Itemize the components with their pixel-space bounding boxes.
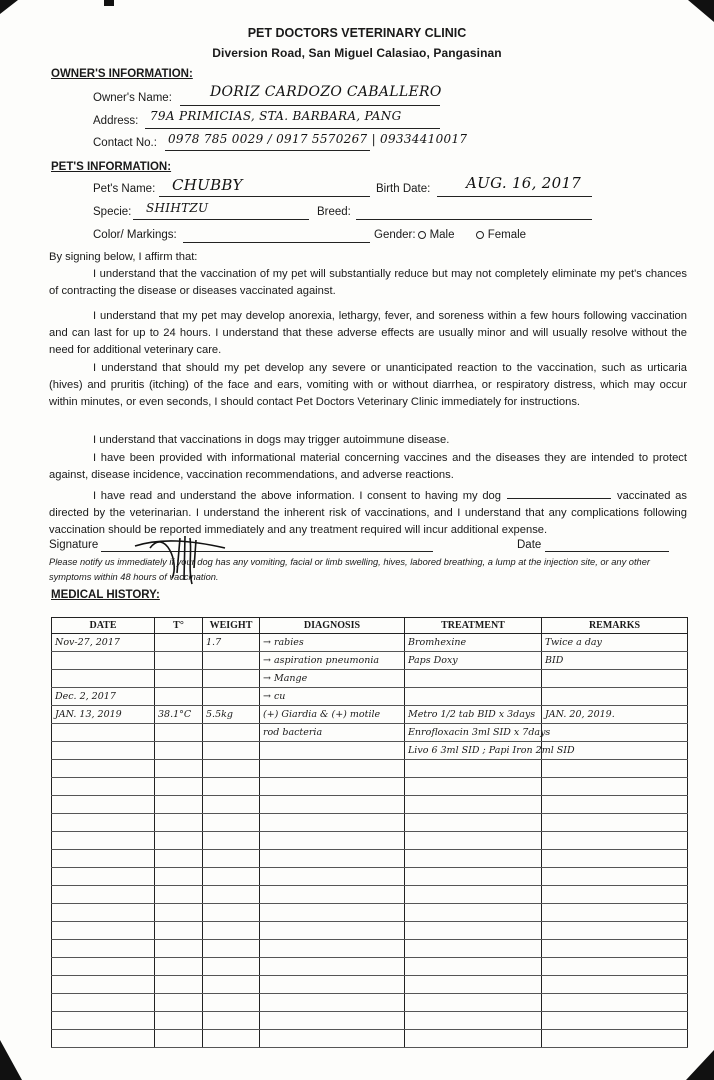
cell-remarks[interactable]: BID — [542, 652, 688, 670]
cell-treatment[interactable] — [405, 760, 542, 778]
cell-remarks[interactable] — [542, 886, 688, 904]
cell-temp[interactable] — [155, 688, 203, 706]
cell-treatment[interactable] — [405, 796, 542, 814]
contact-label: Contact No.: — [93, 137, 157, 149]
cell-temp[interactable] — [155, 670, 203, 688]
cell-diagnosis[interactable] — [260, 850, 405, 868]
contact-value[interactable]: 0978 785 0029 / 0917 5570267 | 09334410017 — [168, 132, 468, 146]
cell-diagnosis[interactable] — [260, 1030, 405, 1048]
pet-name-line — [159, 196, 370, 197]
column-header-temp: T° — [155, 618, 203, 634]
cell-diagnosis[interactable] — [260, 1012, 405, 1030]
cell-temp[interactable] — [155, 940, 203, 958]
scan-artifact — [686, 1050, 714, 1080]
column-header-date: DATE — [52, 618, 155, 634]
cell-diagnosis[interactable] — [260, 940, 405, 958]
cell-date[interactable]: Dec. 2, 2017 — [52, 688, 155, 706]
cell-treatment[interactable]: Enrofloxacin 3ml SID x 7days — [405, 724, 542, 742]
owner-section-title: OWNER'S INFORMATION: — [51, 68, 193, 80]
cell-temp[interactable]: 38.1°C — [155, 706, 203, 724]
consent-paragraph-4: I understand that vaccinations in dogs may trigger autoimmune disease. — [93, 434, 450, 446]
cell-treatment[interactable] — [405, 922, 542, 940]
owner-name-line — [180, 105, 440, 106]
cell-diagnosis[interactable]: → rabies — [260, 634, 405, 652]
cell-temp[interactable] — [155, 868, 203, 886]
breed-line — [356, 219, 592, 220]
cell-temp[interactable] — [155, 850, 203, 868]
scan-artifact — [104, 0, 114, 6]
address-value[interactable]: 79A PRIMICIAS, STA. BARBARA, PANG — [150, 109, 402, 123]
cell-remarks[interactable] — [542, 814, 688, 832]
consent-paragraph-2: I understand that my pet may develop anorexia, lethargy, fever, and soreness within a few hours following vaccination and can last for up to 24 hours. I understand that these adverse effects are usually minor and will usually resolve without the need for additional veterinary care. — [49, 310, 687, 356]
table-row — [52, 742, 688, 760]
cell-remarks[interactable] — [542, 778, 688, 796]
cell-date[interactable] — [52, 742, 155, 760]
cell-date[interactable] — [52, 1030, 155, 1048]
breed-label: Breed: — [317, 206, 351, 218]
cell-temp[interactable] — [155, 958, 203, 976]
cell-treatment[interactable] — [405, 814, 542, 832]
consent-paragraph-5: I have been provided with informational material concerning vaccines and the diseases they are intended to protect against, disease incidence, vaccination recommendations, and adverse reactions. — [49, 452, 687, 481]
cell-treatment[interactable]: Livo 6 3ml SID ; Papi Iron 2ml SID — [405, 742, 542, 760]
cell-date[interactable] — [52, 994, 155, 1012]
table-row — [52, 670, 688, 688]
specie-value[interactable]: SHIHTZU — [146, 201, 209, 215]
cell-diagnosis[interactable] — [260, 922, 405, 940]
clinic-name: PET DOCTORS VETERINARY CLINIC — [247, 26, 467, 40]
cell-date[interactable] — [52, 724, 155, 742]
cell-remarks[interactable] — [542, 760, 688, 778]
cell-temp[interactable] — [155, 1030, 203, 1048]
notify-note: Please notify us immediately if your dog has any vomiting, facial or limb swelling, hives, labored breathing, a lump at the injection site, or any other symptoms within 48 hours of vaccination. — [49, 557, 650, 582]
table-row — [52, 652, 688, 670]
address-line — [145, 128, 440, 129]
cell-diagnosis[interactable]: → Mange — [260, 670, 405, 688]
cell-weight[interactable] — [203, 922, 260, 940]
cell-weight[interactable] — [203, 832, 260, 850]
cell-date[interactable] — [52, 922, 155, 940]
cell-weight[interactable] — [203, 976, 260, 994]
cell-weight[interactable] — [203, 688, 260, 706]
medical-history-table — [51, 617, 688, 1048]
scan-artifact — [0, 0, 18, 14]
cell-treatment[interactable] — [405, 688, 542, 706]
table-row — [52, 976, 688, 994]
consent-intro: By signing below, I affirm that: — [49, 251, 198, 263]
cell-weight[interactable] — [203, 850, 260, 868]
cell-temp[interactable] — [155, 814, 203, 832]
cell-weight[interactable] — [203, 670, 260, 688]
column-header-remarks: REMARKS — [542, 618, 688, 634]
cell-weight[interactable] — [203, 958, 260, 976]
cell-weight[interactable] — [203, 1030, 260, 1048]
contact-line — [165, 150, 370, 151]
cell-temp[interactable] — [155, 904, 203, 922]
cell-remarks[interactable] — [542, 922, 688, 940]
table-header-row — [52, 618, 688, 634]
gender-female-label: Female — [487, 229, 527, 241]
cell-date[interactable] — [52, 796, 155, 814]
cell-temp[interactable] — [155, 742, 203, 760]
cell-diagnosis[interactable] — [260, 742, 405, 760]
scan-artifact — [0, 1040, 22, 1080]
table-row — [52, 634, 688, 652]
cell-remarks[interactable] — [542, 724, 688, 742]
cell-diagnosis[interactable] — [260, 778, 405, 796]
cell-remarks[interactable] — [542, 688, 688, 706]
cell-treatment[interactable] — [405, 1030, 542, 1048]
table-row — [52, 814, 688, 832]
cell-diagnosis[interactable] — [260, 886, 405, 904]
cell-diagnosis[interactable] — [260, 796, 405, 814]
cell-temp[interactable] — [155, 922, 203, 940]
specie-label: Specie: — [93, 206, 132, 218]
cell-temp[interactable] — [155, 652, 203, 670]
cell-treatment[interactable] — [405, 886, 542, 904]
dog-vaccine-blank[interactable] — [507, 487, 611, 499]
consent-paragraph-6: I have read and understand the above information. I consent to having my dog vaccinated as directed by the veterinarian. I understand the inherent risk of vaccinations, and I understand that any complications following vaccination should be reported immediately and any treatment required will incur additional expense. — [49, 487, 687, 539]
cell-weight[interactable] — [203, 886, 260, 904]
cell-treatment[interactable] — [405, 850, 542, 868]
cell-diagnosis[interactable] — [260, 958, 405, 976]
specie-line — [133, 219, 309, 220]
cell-treatment[interactable] — [405, 670, 542, 688]
consent-paragraph-3: I understand that should my pet develop any severe or unanticipated reaction to the vaccination, such as urticaria (hives) and pruritis (itching) of the face and ears, vomiting with or without diarrhea, or respiratory distress, which may occur within minutes, or even seconds, I should contact Pet Doctors Veterinary Clinic immediately for instructions. — [49, 362, 687, 408]
cell-diagnosis[interactable] — [260, 904, 405, 922]
table-row — [52, 886, 688, 904]
cell-temp[interactable] — [155, 796, 203, 814]
cell-weight[interactable] — [203, 724, 260, 742]
cell-weight[interactable]: 5.5kg — [203, 706, 260, 724]
cell-remarks[interactable] — [542, 1030, 688, 1048]
gender-male-radio[interactable] — [418, 231, 426, 239]
cell-temp[interactable] — [155, 1012, 203, 1030]
cell-weight[interactable] — [203, 742, 260, 760]
table-row — [52, 904, 688, 922]
owner-name-label: Owner's Name: — [93, 92, 172, 104]
cell-weight[interactable] — [203, 760, 260, 778]
table-row — [52, 868, 688, 886]
cell-weight[interactable] — [203, 652, 260, 670]
cell-treatment[interactable]: Paps Doxy — [405, 652, 542, 670]
consent-paragraph-1: I understand that the vaccination of my pet will substantially reduce but may not completely eliminate my pet's chances of contracting the disease or diseases vaccinated against. — [49, 268, 687, 297]
gender-group — [374, 229, 526, 241]
table-row — [52, 832, 688, 850]
cell-remarks[interactable] — [542, 1012, 688, 1030]
cell-treatment[interactable] — [405, 958, 542, 976]
gender-male-label: Male — [429, 229, 455, 241]
cell-remarks[interactable]: Twice a day — [542, 634, 688, 652]
gender-female-radio[interactable] — [476, 231, 484, 239]
table-row — [52, 922, 688, 940]
cell-diagnosis[interactable]: (+) Giardia & (+) motile — [260, 706, 405, 724]
cell-temp[interactable] — [155, 760, 203, 778]
cell-date[interactable] — [52, 760, 155, 778]
cell-remarks[interactable] — [542, 832, 688, 850]
cell-treatment[interactable] — [405, 904, 542, 922]
cell-remarks[interactable] — [542, 958, 688, 976]
cell-temp[interactable] — [155, 994, 203, 1012]
cell-weight[interactable] — [203, 904, 260, 922]
cell-diagnosis[interactable] — [260, 814, 405, 832]
table-row — [52, 796, 688, 814]
color-label: Color/ Markings: — [93, 229, 177, 241]
cell-weight[interactable] — [203, 796, 260, 814]
signature-label: Signature — [49, 539, 99, 551]
cell-weight[interactable] — [203, 814, 260, 832]
cell-diagnosis[interactable] — [260, 868, 405, 886]
table-row — [52, 940, 688, 958]
cell-temp[interactable] — [155, 976, 203, 994]
cell-treatment[interactable] — [405, 1012, 542, 1030]
cell-temp[interactable] — [155, 724, 203, 742]
cell-treatment[interactable]: Bromhexine — [405, 634, 542, 652]
cell-remarks[interactable] — [542, 904, 688, 922]
cell-temp[interactable] — [155, 832, 203, 850]
date-label: Date — [517, 539, 542, 551]
cell-date[interactable] — [52, 832, 155, 850]
cell-diagnosis[interactable] — [260, 832, 405, 850]
cell-weight[interactable]: 1.7 — [203, 634, 260, 652]
cell-date[interactable] — [52, 868, 155, 886]
column-header-diagnosis: DIAGNOSIS — [260, 618, 405, 634]
medical-history-title: MEDICAL HISTORY: — [51, 589, 160, 601]
table-row — [52, 760, 688, 778]
pet-name-value[interactable]: CHUBBY — [172, 176, 243, 194]
color-line — [183, 242, 370, 243]
cell-date[interactable]: JAN. 13, 2019 — [52, 706, 155, 724]
cell-treatment[interactable]: Metro 1/2 tab BID x 3days — [405, 706, 542, 724]
table-row — [52, 724, 688, 742]
cell-remarks[interactable] — [542, 976, 688, 994]
cell-date[interactable] — [52, 850, 155, 868]
cell-date[interactable] — [52, 652, 155, 670]
cell-date[interactable]: Nov-27, 2017 — [52, 634, 155, 652]
cell-weight[interactable] — [203, 868, 260, 886]
date-line[interactable] — [545, 551, 669, 552]
cell-diagnosis[interactable]: → cu — [260, 688, 405, 706]
table-row — [52, 1012, 688, 1030]
cell-date[interactable] — [52, 904, 155, 922]
cell-remarks[interactable]: JAN. 20, 2019. — [542, 706, 688, 724]
birth-date-label: Birth Date: — [376, 183, 431, 195]
cell-treatment[interactable] — [405, 832, 542, 850]
cell-remarks[interactable] — [542, 940, 688, 958]
address-label: Address: — [93, 115, 139, 127]
cell-date[interactable] — [52, 670, 155, 688]
cell-date[interactable] — [52, 940, 155, 958]
table-row — [52, 706, 688, 724]
cell-treatment[interactable] — [405, 868, 542, 886]
pet-section-title: PET'S INFORMATION: — [51, 161, 172, 173]
column-header-treatment: TREATMENT — [405, 618, 542, 634]
table-row — [52, 688, 688, 706]
cell-temp[interactable] — [155, 778, 203, 796]
birth-date-line — [437, 196, 592, 197]
cell-treatment[interactable] — [405, 778, 542, 796]
cell-diagnosis[interactable] — [260, 760, 405, 778]
cell-diagnosis[interactable]: rod bacteria — [260, 724, 405, 742]
owner-name-value[interactable]: DORIZ CARDOZO CABALLERO — [210, 84, 442, 100]
cell-date[interactable] — [52, 778, 155, 796]
cell-date[interactable] — [52, 814, 155, 832]
cell-treatment[interactable] — [405, 994, 542, 1012]
table-row — [52, 778, 688, 796]
cell-temp[interactable] — [155, 634, 203, 652]
cell-date[interactable] — [52, 1012, 155, 1030]
scan-artifact — [688, 0, 714, 22]
cell-diagnosis[interactable] — [260, 976, 405, 994]
birth-date-value[interactable]: AUG. 16, 2017 — [466, 174, 582, 192]
cell-remarks[interactable] — [542, 868, 688, 886]
clinic-address: Diversion Road, San Miguel Calasiao, Pangasinan — [212, 46, 502, 60]
gender-label: Gender: — [374, 229, 416, 241]
cell-remarks[interactable] — [542, 994, 688, 1012]
table-row — [52, 850, 688, 868]
cell-treatment[interactable] — [405, 940, 542, 958]
cell-treatment[interactable] — [405, 976, 542, 994]
column-header-weight: WEIGHT — [203, 618, 260, 634]
cell-date[interactable] — [52, 958, 155, 976]
cell-remarks[interactable] — [542, 850, 688, 868]
cell-remarks[interactable] — [542, 796, 688, 814]
cell-weight[interactable] — [203, 940, 260, 958]
cell-diagnosis[interactable] — [260, 994, 405, 1012]
cell-weight[interactable] — [203, 994, 260, 1012]
table-row — [52, 994, 688, 1012]
table-row — [52, 1030, 688, 1048]
cell-weight[interactable] — [203, 778, 260, 796]
cell-weight[interactable] — [203, 1012, 260, 1030]
cell-temp[interactable] — [155, 886, 203, 904]
cell-date[interactable] — [52, 976, 155, 994]
cell-diagnosis[interactable]: → aspiration pneumonia — [260, 652, 405, 670]
cell-remarks[interactable] — [542, 670, 688, 688]
pet-name-label: Pet's Name: — [93, 183, 156, 195]
cell-date[interactable] — [52, 886, 155, 904]
table-row — [52, 958, 688, 976]
